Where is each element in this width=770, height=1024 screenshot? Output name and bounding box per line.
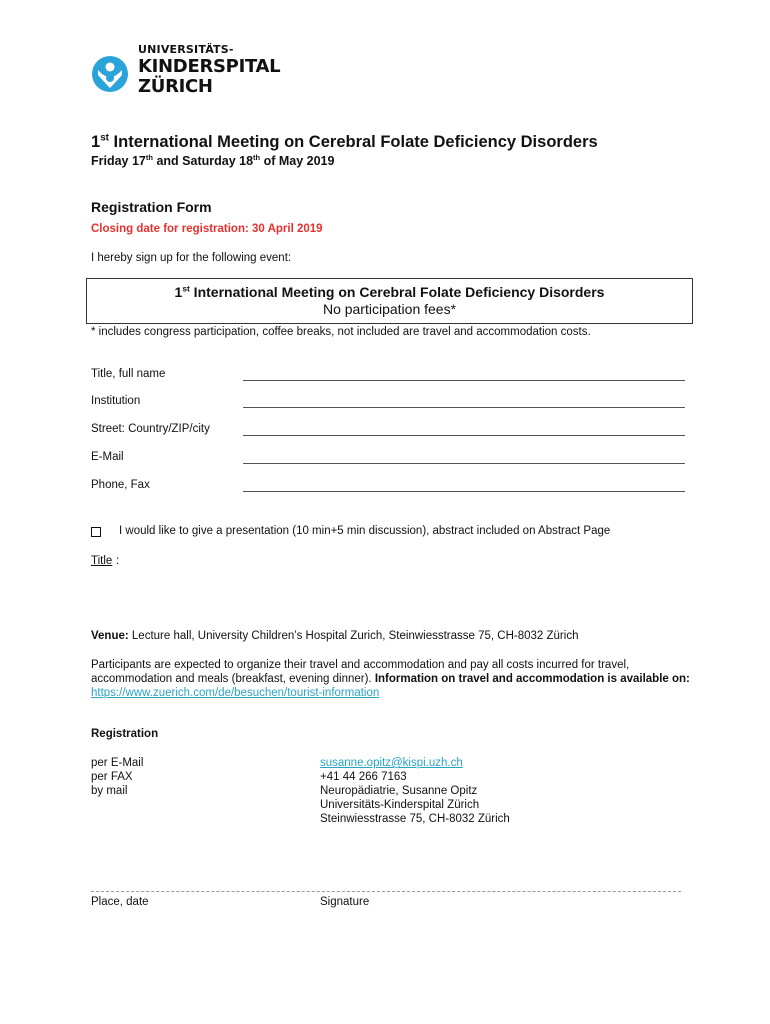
form-heading: Registration Form: [91, 199, 212, 215]
intro-text: I hereby sign up for the following event:: [91, 252, 292, 264]
logo: [90, 40, 290, 100]
method-mail: by mail: [91, 785, 128, 797]
event-fee: No participation fees*: [322, 301, 457, 317]
address-line-3: Steinwiesstrasse 75, CH-8032 Zürich: [320, 813, 510, 825]
presentation-title-colon: :: [116, 555, 120, 567]
child-figure-icon: [90, 54, 130, 94]
field-label-name: Title, full name: [91, 368, 166, 380]
signature-label: Signature: [320, 896, 370, 908]
name-field[interactable]: [243, 380, 685, 381]
logo-line-3: ZÜRICH: [138, 76, 213, 97]
registration-heading: Registration: [91, 728, 159, 740]
presentation-label: I would like to give a presentation (10 min+5 min discussion), abstract included on Abstract Page: [119, 525, 611, 537]
institution-field[interactable]: [243, 407, 685, 408]
method-fax: per FAX: [91, 771, 133, 783]
registration-contacts: [320, 756, 510, 826]
tourist-info-link[interactable]: https://www.zuerich.com/de/besuchen/tourist-information: [91, 687, 380, 699]
registration-methods: [91, 756, 143, 798]
email-field[interactable]: [243, 463, 685, 464]
address-line-1: Neuropädiatrie, Susanne Opitz: [320, 785, 478, 797]
logo-line-2: KINDERSPITAL: [138, 56, 281, 77]
phone-field[interactable]: [243, 491, 685, 492]
field-label-email: E-Mail: [91, 451, 124, 463]
signature-line[interactable]: [91, 891, 681, 892]
event-box: [86, 278, 693, 324]
venue: Venue: Lecture hall, University Children’s Hospital Zurich, Steinwiesstrasse 75, CH-8032 Zürich: [91, 630, 579, 642]
event-title: 1st International Meeting on Cerebral Folate Deficiency Disorders: [174, 283, 605, 300]
field-label-phone: Phone, Fax: [91, 479, 150, 491]
presentation-checkbox[interactable]: [91, 527, 101, 537]
email-link[interactable]: susanne.opitz@kispi.uzh.ch: [320, 757, 463, 769]
closing-date: Closing date for registration: 30 April 2019: [91, 223, 323, 235]
event-dates: Friday 17th and Saturday 18th of May 2019: [91, 152, 335, 168]
field-label-address: Street: Country/ZIP/city: [91, 423, 210, 435]
presentation-title-label: Title: [91, 555, 113, 567]
address-line-2: Universitäts-Kinderspital Zürich: [320, 799, 480, 811]
page-title: 1st International Meeting on Cerebral Folate Deficiency Disorders: [91, 132, 598, 151]
method-email: per E-Mail: [91, 757, 144, 769]
fee-footnote: * includes congress participation, coffee breaks, not included are travel and accommodation costs.: [91, 326, 591, 338]
fax-number: +41 44 266 7163: [320, 771, 407, 783]
travel-info: Participants are expected to organize their travel and accommodation and pay all costs incurred for travel, accommodation and meals (breakfast, evening dinner). Information on travel and accommodation is available on: https://www.zuerich.com/de/besuchen/tourist-information: [91, 659, 690, 699]
field-label-institution: Institution: [91, 395, 141, 407]
address-field[interactable]: [243, 435, 685, 436]
place-date-label: Place, date: [91, 896, 149, 908]
logo-line-1: UNIVERSITÄTS-: [138, 43, 234, 56]
